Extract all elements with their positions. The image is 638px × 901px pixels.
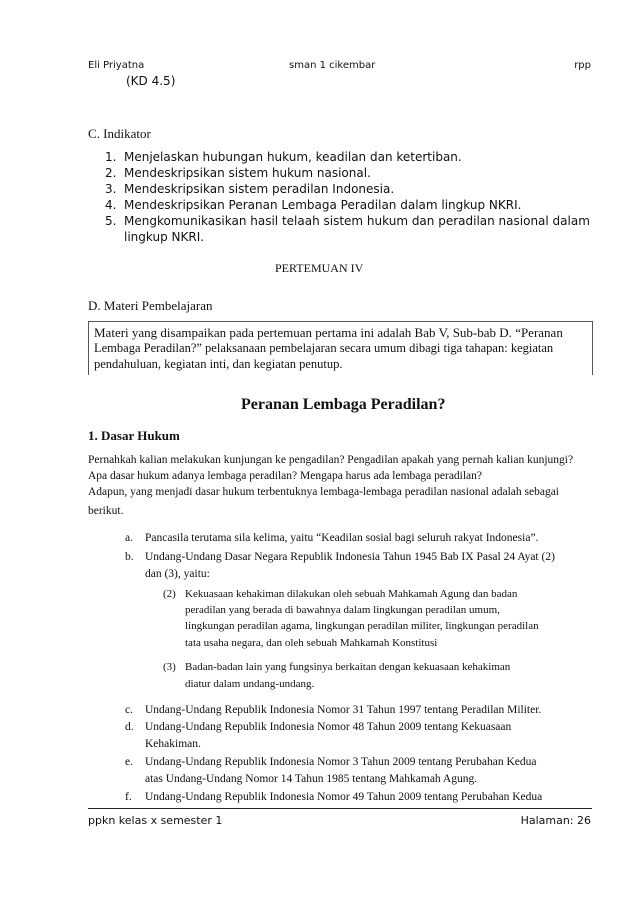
list-d-label: d. xyxy=(125,721,134,733)
dasar-paragraph-4: berikut. xyxy=(88,505,124,517)
materi-line-3: pendahuluan, kegiatan inti, dan kegiatan penutup. xyxy=(94,357,343,371)
footer-page-number: Halaman: 26 xyxy=(520,814,591,827)
materi-heading: D. Materi Pembelajaran xyxy=(88,298,213,313)
sub-2-line-4: tata usaha negara, dan oleh sebuah Mahkamah Konstitusi xyxy=(185,637,438,649)
footer-rule xyxy=(88,808,592,809)
list-c-text: Undang-Undang Republik Indonesia Nomor 31 Tahun 1997 tentang Peradilan Militer. xyxy=(145,704,542,716)
list-f-label: f. xyxy=(125,791,132,803)
indikator-num-2: 2. xyxy=(105,166,117,180)
sub-2-line-2: peradilan yang berada di bawahnya dalam lingkungan peradilan umum, xyxy=(185,604,500,616)
sub-3-label: (3) xyxy=(163,661,176,673)
indikator-item-5: Mengkomunikasikan hasil telaah sistem hukum dan peradilan nasional dalam xyxy=(124,214,590,228)
indikator-num-4: 4. xyxy=(105,198,117,212)
footer-course: ppkn kelas x semester 1 xyxy=(88,814,223,827)
dasar-paragraph-2: Apa dasar hukum adanya lembaga peradilan? Mengapa harus ada lembaga peradilan? xyxy=(88,470,483,482)
header-author: Eli Priyatna xyxy=(88,60,145,71)
list-b-text: Undang-Undang Dasar Negara Republik Indonesia Tahun 1945 Bab IX Pasal 24 Ayat (2) xyxy=(145,551,555,563)
header-doc-type: rpp xyxy=(574,60,591,71)
kd-label: (KD 4.5) xyxy=(126,74,176,88)
materi-line-2: Lembaga Peradilan?” pelaksanaan pembelajaran secara umum dibagi tiga tahapan: kegiatan xyxy=(94,341,554,355)
materi-line-1: Materi yang disampaikan pada pertemuan pertama ini adalah Bab V, Sub-bab D. “Peranan xyxy=(94,325,563,340)
list-e-label: e. xyxy=(125,756,133,768)
header-school: sman 1 cikembar xyxy=(289,60,376,71)
indikator-heading: C. Indikator xyxy=(88,126,151,141)
sub-2-line-1: Kekuasaan kehakiman dilakukan oleh sebuah Mahkamah Agung dan badan xyxy=(185,588,518,600)
list-e-text: Undang-Undang Republik Indonesia Nomor 3 Tahun 2009 tentang Perubahan Kedua xyxy=(145,756,537,768)
sub-3-line-2: diatur dalam undang-undang. xyxy=(185,678,315,690)
list-d-text-cont: Kehakiman. xyxy=(145,738,201,750)
dasar-paragraph-3: Adapun, yang menjadi dasar hukum terbentuknya lembaga-lembaga peradilan nasional adalah sebagai xyxy=(88,486,560,498)
section-title: Peranan Lembaga Peradilan? xyxy=(241,396,446,413)
dasar-hukum-heading: 1. Dasar Hukum xyxy=(88,428,180,443)
indikator-num-1: 1. xyxy=(105,150,117,164)
list-a-text: Pancasila terutama sila kelima, yaitu “Keadilan sosial bagi seluruh rakyat Indonesia”. xyxy=(145,532,539,544)
pertemuan-title: PERTEMUAN IV xyxy=(275,261,364,275)
indikator-num-3: 3. xyxy=(105,182,117,196)
sub-2-label: (2) xyxy=(163,588,176,600)
dasar-paragraph-1: Pernahkah kalian melakukan kunjungan ke pengadilan? Pengadilan apakah yang pernah kalian kunjungi? xyxy=(88,454,574,466)
list-e-text-cont: atas Undang-Undang Nomor 14 Tahun 1985 tentang Mahkamah Agung. xyxy=(145,773,478,785)
list-c-label: c. xyxy=(125,704,133,716)
indikator-item-5-cont: lingkup NKRI. xyxy=(124,230,205,244)
list-a-label: a. xyxy=(125,532,133,544)
indikator-item-3: Mendeskripsikan sistem peradilan Indonesia. xyxy=(124,182,395,196)
indikator-item-1: Menjelaskan hubungan hukum, keadilan dan ketertiban. xyxy=(124,150,462,164)
indikator-item-4: Mendeskripsikan Peranan Lembaga Peradilan dalam lingkup NKRI. xyxy=(124,198,522,212)
list-b-text-cont: dan (3), yaitu: xyxy=(145,568,210,580)
sub-3-line-1: Badan-badan lain yang fungsinya berkaitan dengan kekuasaan kehakiman xyxy=(185,661,511,673)
indikator-item-2: Mendeskripsikan sistem hukum nasional. xyxy=(124,166,371,180)
list-f-text: Undang-Undang Republik Indonesia Nomor 49 Tahun 2009 tentang Perubahan Kedua xyxy=(145,791,543,803)
indikator-num-5: 5. xyxy=(105,214,117,228)
sub-2-line-3: lingkungan peradilan agama, lingkungan peradilan militer, lingkungan peradilan xyxy=(185,620,539,632)
list-b-label: b. xyxy=(125,551,134,563)
list-d-text: Undang-Undang Republik Indonesia Nomor 48 Tahun 2009 tentang Kekuasaan xyxy=(145,721,512,733)
